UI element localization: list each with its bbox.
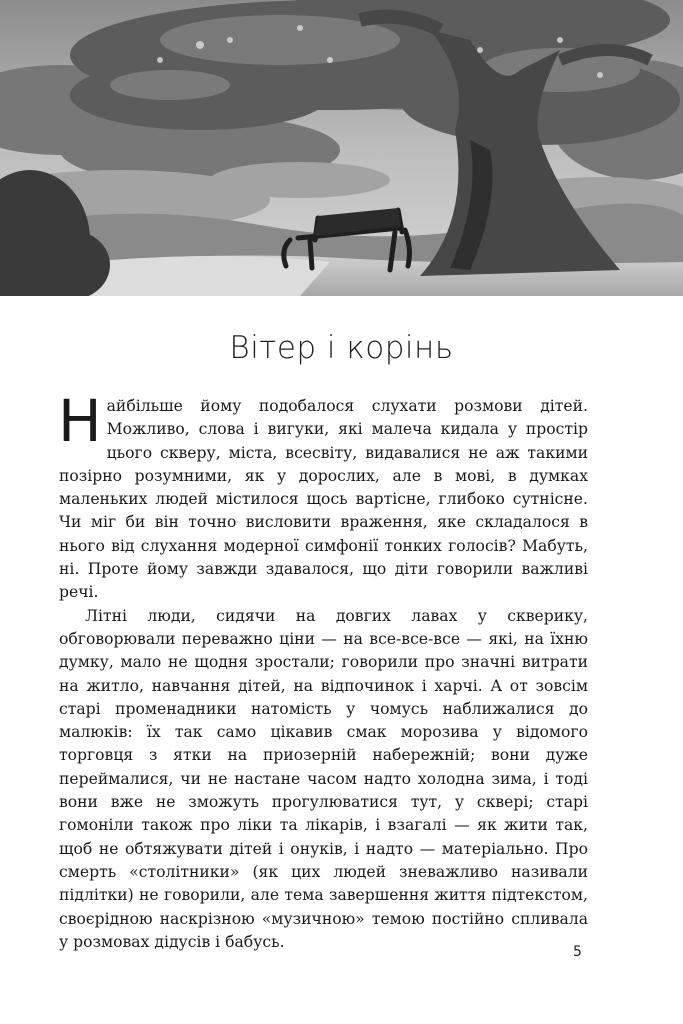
drop-cap: Н	[58, 387, 102, 455]
paragraph-1-text: айбільше йому подобалося слухати розмови дітей. Можливо, слова і вигуки, які малеча кидала у простір цього скверу, міста, всесвіту, видавалися не аж такими позірно розумними, як у дорослих, але в мові, в думках маленьких людей містилося щось вартісне, глибоко сутнісне. Чи міг би він точно висловити враження, яке складалося в нього від слухання модерної симфонії тонких голосів? Мабуть, ні. Проте йому завжди здавалося, що діти говорили важливі речі.	[59, 397, 588, 602]
chapter-title: Вітер і корінь	[229, 330, 454, 366]
tree-and-bench-illustration	[0, 0, 683, 296]
chapter-body	[58, 387, 588, 954]
paragraph-2: Літні люди, сидячи на довгих лавах у скверику, обговорювали переважно ціни — на все-все-все — які, на їхню думку, мало не щодня зростали; говорили про значні витрати на житло, навчання дітей, на відпочинок і харчі. А от зовсім старі променадники натомість у чомусь наближалися до малюків: їх так само цікавив смак морозива у відомого торговця з ятки на приозерній набережній; вони дуже переймалися, чи не настане часом надто холодна зима, і тоді вони вже не зможуть прогулюватися тут, у сквері; старі гомоніли також про ліки та лікарів, і взагалі — як жити так, щоб не обтяжувати дітей і онуків, і надто — матеріально. Про смерть «столітники» (як цих людей зневажливо називали підлітки) не говорили, але тема завершення життя підтекстом, своєрідною наскрізною «музичною» темою постійно спливала у розмовах дідусів і бабусь.	[59, 606, 588, 951]
page-number: 5	[573, 944, 582, 960]
chapter-illustration	[0, 0, 683, 296]
paragraph-1	[58, 387, 588, 605]
